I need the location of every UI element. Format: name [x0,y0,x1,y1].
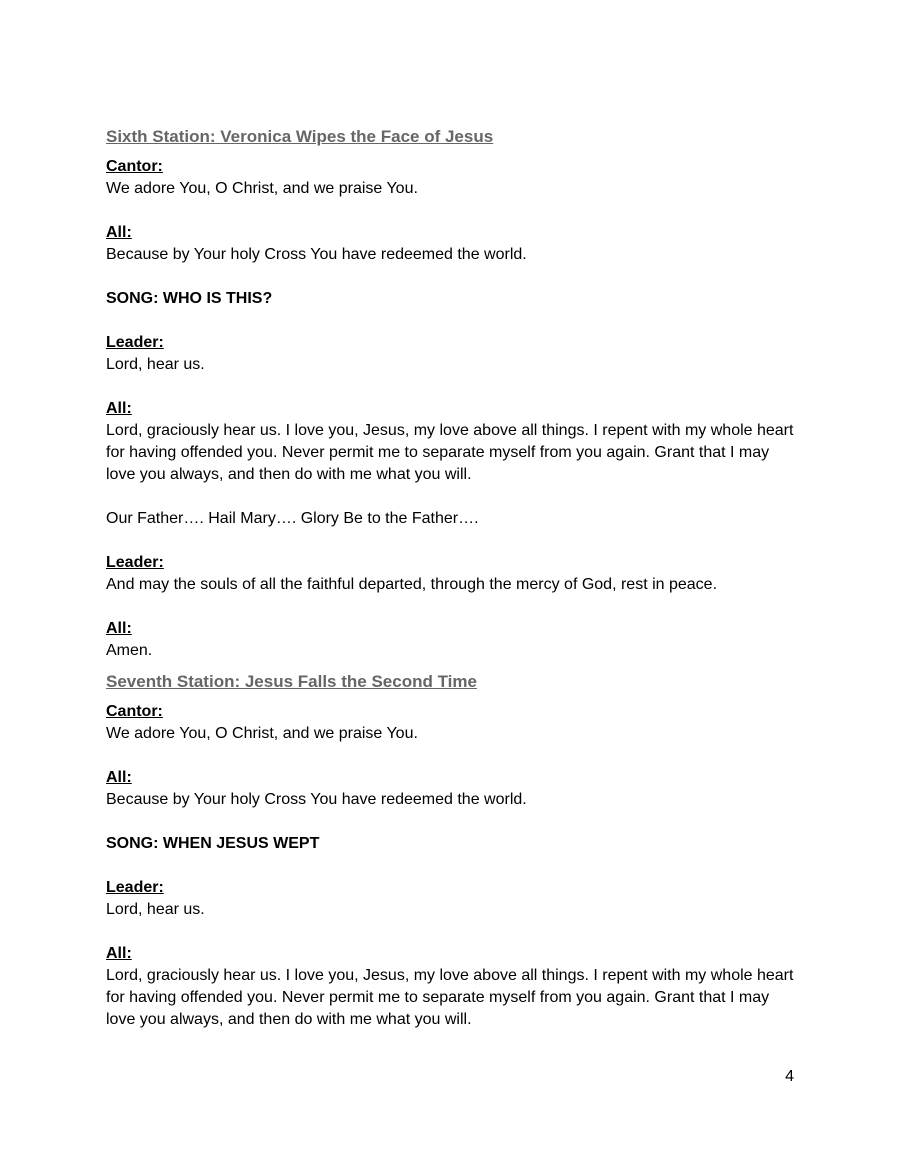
station-section-seventh [106,670,796,1031]
all-response-text: Because by Your holy Cross You have redeemed the world. [106,791,527,808]
leader-label: Leader: [106,879,164,896]
all-label: All: [106,620,132,637]
cantor-text: We adore You, O Christ, and we praise You. [106,725,418,742]
spacer [106,530,796,552]
all-prayer-text: Lord, graciously hear us. I love you, Jesus, my love above all things. I repent with my whole heart for having offended you. Never permit me to separate myself from you again. Grant that I may love you always, and then do with me what you will. [106,422,794,483]
spacer [106,310,796,332]
song-title: SONG: WHO IS THIS? [106,290,273,307]
cantor-text: We adore You, O Christ, and we praise You. [106,180,418,197]
song-title: SONG: WHEN JESUS WEPT [106,835,320,852]
spacer [106,596,796,618]
leader-label: Leader: [106,334,164,351]
page-number: 4 [785,1068,794,1085]
spacer [106,376,796,398]
spacer [106,855,796,877]
leader-text: And may the souls of all the faithful departed, through the mercy of God, rest in peace. [106,576,718,593]
spacer [106,486,796,508]
station-section-sixth [106,125,796,662]
spacer [106,921,796,943]
all-label: All: [106,400,132,417]
station-title: Sixth Station: Veronica Wipes the Face of Jesus [106,127,494,146]
prayers-line: Our Father…. Hail Mary…. Glory Be to the Father…. [106,510,479,527]
spacer [106,266,796,288]
leader-text: Lord, hear us. [106,901,205,918]
all-label: All: [106,945,132,962]
all-label: All: [106,224,132,241]
all-response-text: Because by Your holy Cross You have redeemed the world. [106,246,527,263]
document-page [106,125,796,1031]
leader-text: Lord, hear us. [106,356,205,373]
spacer [106,200,796,222]
spacer [106,811,796,833]
cantor-label: Cantor: [106,158,163,175]
all-response-text: Amen. [106,642,153,659]
station-title: Seventh Station: Jesus Falls the Second Time [106,672,477,691]
cantor-label: Cantor: [106,703,163,720]
all-prayer-text: Lord, graciously hear us. I love you, Jesus, my love above all things. I repent with my whole heart for having offended you. Never permit me to separate myself from you again. Grant that I may love you always, and then do with me what you will. [106,967,794,1028]
leader-label: Leader: [106,554,164,571]
all-label: All: [106,769,132,786]
spacer [106,745,796,767]
